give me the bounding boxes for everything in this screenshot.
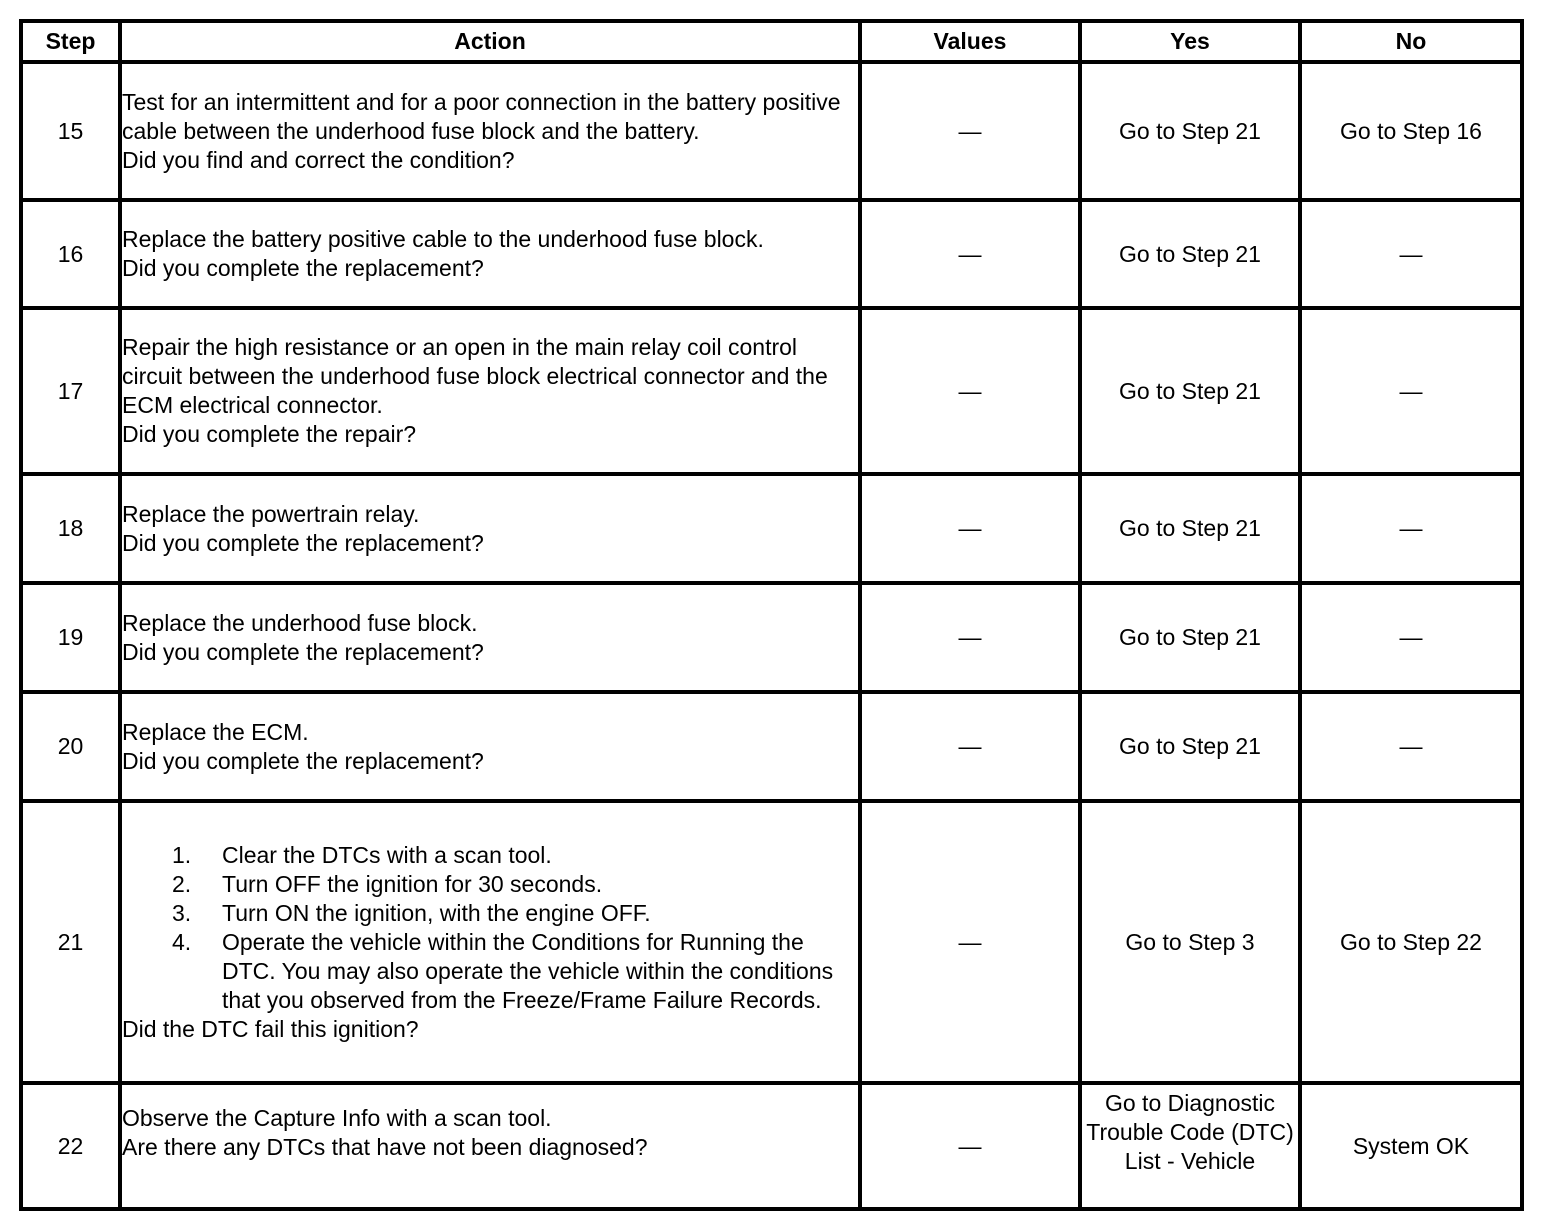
action-question: Did you complete the replacement?	[122, 255, 484, 281]
action-text: Replace the battery positive cable to the underhood fuse block.	[122, 226, 764, 252]
action-text: Replace the underhood fuse block.	[122, 609, 478, 636]
table-row	[21, 474, 1522, 583]
step-number: 22	[21, 1083, 120, 1209]
action-question: Did you find and correct the condition?	[122, 146, 515, 173]
step-number: 18	[21, 474, 120, 583]
no-cell: —	[1300, 474, 1522, 583]
header-values: Values	[860, 21, 1080, 62]
list-item	[172, 899, 858, 928]
no-cell: —	[1300, 308, 1522, 474]
header-no: No	[1300, 21, 1522, 62]
action-text: Repair the high resistance or an open in the main relay coil control circuit between the underhood fuse block electrical connector and the ECM electrical connector.	[122, 334, 828, 418]
yes-cell: Go to Diagnostic Trouble Code (DTC) List - Vehicle	[1080, 1083, 1300, 1209]
list-item	[172, 928, 858, 1015]
no-cell: —	[1300, 583, 1522, 692]
action-cell	[120, 583, 860, 692]
action-cell	[120, 308, 860, 474]
table-row	[21, 200, 1522, 308]
header-action: Action	[120, 21, 860, 62]
yes-cell: Go to Step 3	[1080, 801, 1300, 1083]
action-cell	[120, 62, 860, 200]
step-number: 16	[21, 200, 120, 308]
action-question: Did you complete the replacement?	[122, 638, 484, 665]
step-number: 20	[21, 692, 120, 801]
list-text: Turn OFF the ignition for 30 seconds.	[222, 870, 603, 897]
no-cell: —	[1300, 200, 1522, 308]
action-step-list	[122, 841, 858, 1015]
step-number: 17	[21, 308, 120, 474]
list-number: 3.	[172, 899, 192, 926]
action-cell	[120, 692, 860, 801]
values-cell: —	[860, 62, 1080, 200]
action-cell	[120, 1083, 860, 1209]
no-cell: System OK	[1300, 1083, 1522, 1209]
action-cell	[120, 801, 860, 1083]
header-yes: Yes	[1080, 21, 1300, 62]
action-text: Replace the ECM.	[122, 718, 309, 745]
step-number: 19	[21, 583, 120, 692]
values-cell: —	[860, 583, 1080, 692]
header-row	[21, 21, 1522, 62]
values-cell: —	[860, 474, 1080, 583]
list-text: Clear the DTCs with a scan tool.	[222, 841, 552, 868]
action-text: Replace the powertrain relay.	[122, 500, 420, 527]
header-step: Step	[21, 21, 120, 62]
no-cell: Go to Step 16	[1300, 62, 1522, 200]
yes-cell: Go to Step 21	[1080, 308, 1300, 474]
action-question: Did you complete the replacement?	[122, 529, 484, 556]
action-question: Did you complete the repair?	[122, 421, 417, 447]
list-text: Operate the vehicle within the Conditions for Running the DTC. You may also operate the vehicle within the conditions that you observed from the Freeze/Frame Failure Records.	[222, 928, 834, 1013]
list-item	[172, 870, 858, 899]
action-text: Observe the Capture Info with a scan tool.	[122, 1105, 552, 1131]
values-cell: —	[860, 308, 1080, 474]
yes-cell: Go to Step 21	[1080, 62, 1300, 200]
list-number: 1.	[172, 841, 192, 868]
values-cell: —	[860, 692, 1080, 801]
values-cell: —	[860, 801, 1080, 1083]
values-cell: —	[860, 1083, 1080, 1209]
table-row	[21, 583, 1522, 692]
action-question: Did the DTC fail this ignition?	[122, 1015, 419, 1042]
action-question: Are there any DTCs that have not been diagnosed?	[122, 1134, 648, 1160]
action-question: Did you complete the replacement?	[122, 747, 484, 774]
list-number: 4.	[172, 928, 192, 955]
list-number: 2.	[172, 870, 192, 897]
list-item	[172, 841, 858, 870]
table-row	[21, 801, 1522, 1083]
action-text: Test for an intermittent and for a poor connection in the battery positive cable between the underhood fuse block and the battery.	[122, 88, 841, 144]
step-number: 15	[21, 62, 120, 200]
action-cell	[120, 474, 860, 583]
table-row	[21, 1083, 1522, 1209]
list-text: Turn ON the ignition, with the engine OFF.	[222, 899, 651, 926]
action-cell	[120, 200, 860, 308]
diagnostic-table	[19, 19, 1524, 1211]
yes-cell: Go to Step 21	[1080, 200, 1300, 308]
no-cell: Go to Step 22	[1300, 801, 1522, 1083]
yes-cell: Go to Step 21	[1080, 692, 1300, 801]
step-number: 21	[21, 801, 120, 1083]
no-cell: —	[1300, 692, 1522, 801]
yes-cell: Go to Step 21	[1080, 583, 1300, 692]
table-row	[21, 308, 1522, 474]
values-cell: —	[860, 200, 1080, 308]
table-row	[21, 692, 1522, 801]
table-row	[21, 62, 1522, 200]
yes-cell: Go to Step 21	[1080, 474, 1300, 583]
